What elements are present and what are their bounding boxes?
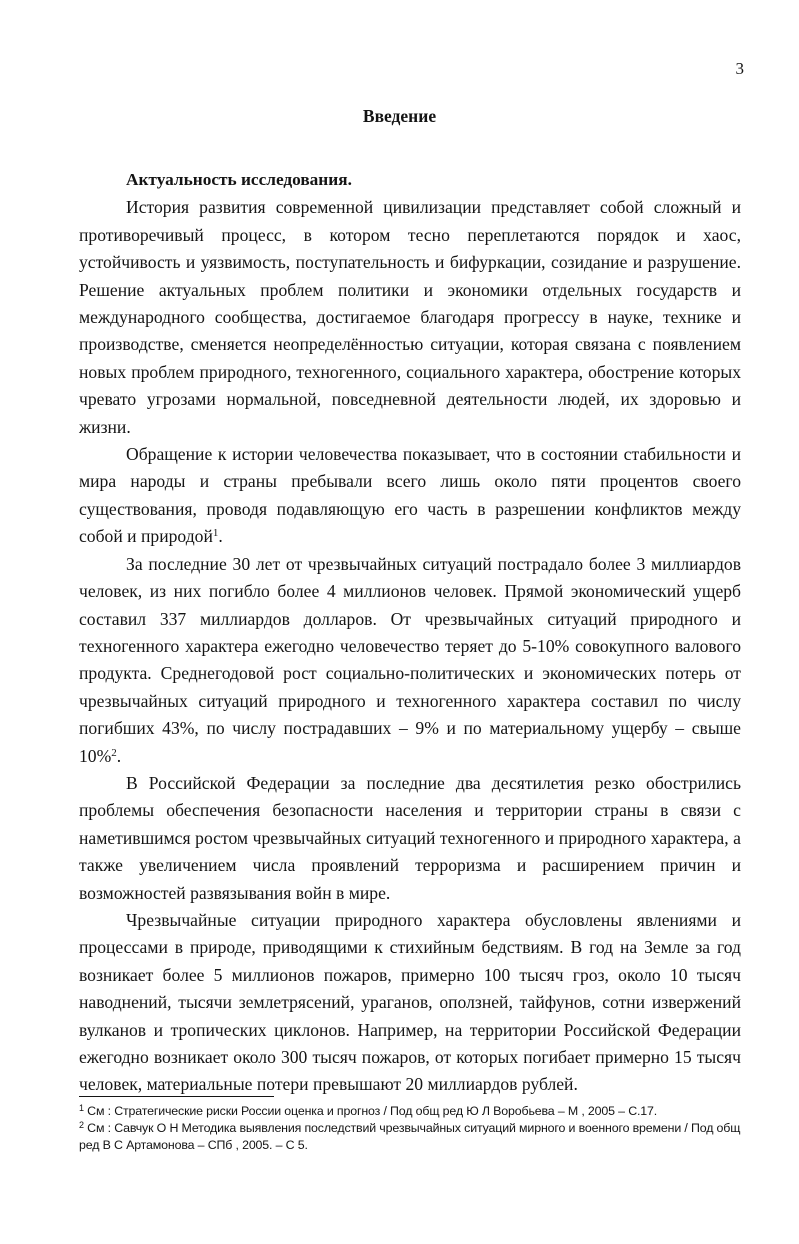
section-heading: Актуальность исследования.	[126, 170, 352, 189]
footnote	[79, 1103, 749, 1120]
footnote-reference: 1	[212, 527, 219, 540]
footnotes	[79, 1103, 749, 1155]
paragraph-text: Обращение к истории человечества показывает, что в состоянии стабильности и мира народы и страны пребывали всего лишь около пяти процентов своего существования, проводя подавляющую его часть в разрешении конфликтов между собой и природой	[79, 444, 741, 547]
footnote-reference: 2	[111, 746, 117, 759]
footnote	[79, 1120, 749, 1154]
paragraph-text: Чрезвычайные ситуации природного характера обусловлены явлениями и процессами в природе, приводящими к стихийным бедствиям. В год на Земле за год возникает более 5 миллионов пожаров, примерно 100 тысяч гроз, около 10 тысяч наводнений, тысячи землетрясений, ураганов, оползней, тайфунов, сотни извержений вулканов и тропических циклонов. Например, на территории Российской Федерации ежегодно возникает около 300 тысяч пожаров, от которых погибает примерно 15 тысяч человек, материальные потери превышают 20 миллиардов рублей.	[79, 909, 741, 1095]
paragraph	[79, 770, 741, 907]
page-number: 3	[735, 59, 744, 78]
paragraph	[79, 907, 741, 1099]
paragraph-text: История развития современной цивилизации представляет собой сложный и противоречивый процесс, в котором тесно переплетаются порядок и хаос, устойчивость и уязвимость, поступательность и бифуркации, созидание и разрушение. Решение актуальных проблем политики и экономики отдельных государств и международного сообщества, достигаемое благодаря прогрессу в науке, технике и производстве, сменяется неопределённостью ситуации, которая связана с появлением новых проблем природного, техногенного, социального характера, обострение которых чревато угрозами нормальной, повседневной деятельности людей, их здоровью и жизни.	[79, 197, 741, 437]
body-text	[79, 166, 741, 1099]
paragraph	[79, 194, 741, 441]
paragraph	[79, 551, 741, 770]
footnote-mark: 2	[79, 1120, 84, 1131]
paragraph-tail: .	[218, 526, 223, 547]
chapter-title: Введение	[362, 106, 437, 126]
paragraph-text: В Российской Федерации за последние два десятилетия резко обострились проблемы обеспечения безопасности населения и территории страны в связи с наметившимся ростом чрезвычайных ситуаций техногенного и природного характера, а также увеличением числа проявлений терроризма и расширением причин и возможностей развязывания войн в мире.	[79, 772, 741, 903]
footnote-divider	[79, 1096, 274, 1097]
paragraph-tail: .	[116, 745, 122, 766]
footnote-text: См : Стратегические риски России оценка и прогноз / Под общ ред Ю Л Воробьева – М , 2005 – С.17.	[87, 1104, 658, 1118]
footnote-text: См : Савчук О Н Методика выявления последствий чрезвычайных ситуаций мирного и военного времени / Под общ ред В С Артамонова – СПб , 2005. – С 5.	[79, 1121, 741, 1153]
paragraph	[79, 441, 741, 551]
paragraph-text: За последние 30 лет от чрезвычайных ситуаций пострадало более 3 миллиардов человек, из них погибло более 4 миллионов человек. Прямой экономический ущерб составил 337 миллиардов долларов. От чрезвычайных ситуаций природного и техногенного характера ежегодно человечество теряет до 5-10% совокупного валового продукта. Среднегодовой рост социально-политических и экономических потерь от чрезвычайных ситуаций природного и техногенного характера составил по числу погибших 43%, по числу пострадавших – 9% и по материальному ущербу – свыше 10%	[79, 553, 741, 766]
footnote-mark: 1	[79, 1103, 84, 1113]
